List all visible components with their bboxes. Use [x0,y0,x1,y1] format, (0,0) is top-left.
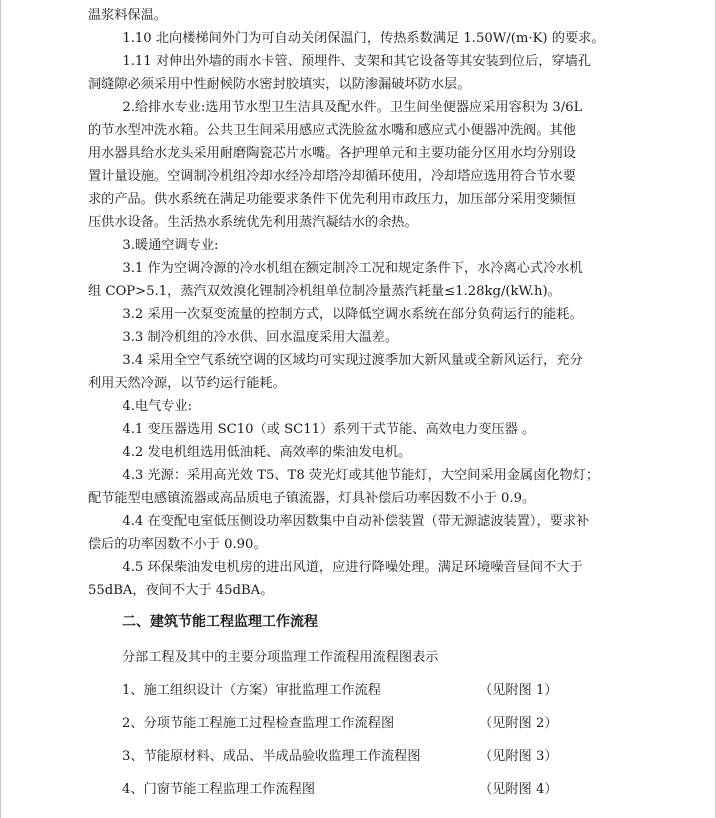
flowchart-item-title: 2、分项节能工程施工过程检查监理工作流程图 [122,716,395,731]
text-line: 置计量设施。空调制冷机组冷却水经冷却塔冷却循环使用，冷却塔应选用符合节水要 [88,169,576,184]
text-line: 4.1 变压器选用 SC10（或 SC11）系列干式节能、高效电力变压器 。 [122,422,536,437]
text-line: 3.2 采用一次泵变流量的控制方式，以降低空调水系统在部分负荷运行的能耗。 [122,307,583,322]
text-line: 压供水设备。生活热水系统优先利用蒸汽凝结水的余热。 [88,215,418,230]
text-line: 偿后的功率因数不小于 0.90。 [88,537,267,552]
figure-reference: （见附图 4） [479,782,558,797]
text-line: 3.4 采用全空气系统空调的区域均可实现过渡季加大新风量或全新风运行，充分 [122,353,583,368]
text-line: 1.11 对伸出外墙的雨水卡管、预埋件、支架和其它设备等其安装到位后，穿墙孔 [122,54,592,69]
text-line: 4.2 发电机组选用低油耗、高效率的柴油发电机。 [122,445,412,460]
text-line: 3.暖通空调专业: [122,238,219,253]
flowchart-list-item [88,745,636,768]
flowchart-list-item [88,712,636,735]
text-line: 洞缝隙必须采用中性耐候防水密封胶填实，以防渗漏破坏防水层。 [88,77,471,92]
figure-reference: （见附图 3） [479,749,558,764]
text-line: 组 COP>5.1，蒸汽双效溴化锂制冷机组单位制冷量蒸汽耗量≤1.28kg/(kW.h)。 [88,284,561,299]
document-body [88,4,636,801]
text-line: 配节能型电感镇流器或高品质电子镇流器，灯具补偿后功率因数不小于 0.9。 [88,491,536,506]
section-heading: 二、建筑节能工程监理工作流程 [122,614,318,630]
text-line: 利用天然冷源，以节约运行能耗。 [88,376,286,391]
text-line: 求的产品。供水系统在满足功能要求条件下优先利用市政压力，加压部分采用变频恒 [88,192,576,207]
intro-text: 分部工程及其中的主要分项监理工作流程用流程图表示 [122,650,439,665]
text-line: 3.1 作为空调冷源的冷水机组在额定制冷工况和规定条件下，水冷离心式冷水机 [122,261,583,276]
figure-reference: （见附图 1） [479,683,558,698]
text-line: 温浆料保温。 [88,8,168,23]
text-line: 55dBA，夜间不大于 45dBA。 [88,583,274,598]
flowchart-item-title: 4、门窗节能工程监理工作流程图 [122,782,316,797]
text-line: 2.给排水专业:选用节水型卫生洁具及配水件。卫生间坐便器应采用容积为 3/6L [122,100,583,115]
text-line: 4.5 环保柴油发电机房的进出风道，应进行降噪处理。满足环境噪音昼间不大于 [122,560,583,575]
flowchart-item-title: 1、施工组织设计（方案）审批监理工作流程 [122,683,381,698]
text-line: 用水器具给水龙头采用耐磨陶瓷芯片水嘴。各护理单元和主要功能分区用水均分别设 [88,146,576,161]
text-line: 4.电气专业: [122,399,193,414]
flowchart-list-item [88,679,636,702]
figure-reference: （见附图 2） [479,716,558,731]
text-line: 4.3 光源：采用高光效 T5、T8 荧光灯或其他节能灯，大空间采用金属卤化物灯； [122,468,600,483]
flowchart-item-title: 3、节能原材料、成品、半成品验收监理工作流程图 [122,749,421,764]
text-line: 的节水型冲洗水箱。公共卫生间采用感应式洗脸盆水嘴和感应式小便器冲洗阀。其他 [88,123,576,138]
flowchart-list-item [88,778,636,801]
text-line: 3.3 制冷机组的冷水供、回水温度采用大温差。 [122,330,399,345]
text-line: 1.10 北向楼梯间外门为可自动关闭保温门，传热系数满足 1.50W/(m·K) 的要求。 [122,31,605,46]
paragraph-lines [88,4,636,602]
text-line: 4.4 在变配电室低压侧设功率因数集中自动补偿装置（带无源滤波装置），要求补 [122,514,590,529]
flowchart-list [88,679,636,801]
